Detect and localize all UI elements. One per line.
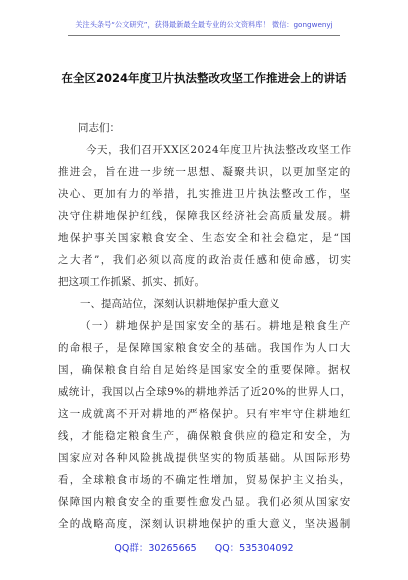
- paragraph-line: 决守住耕地保护红线，保障我区经济社会高质量发展。耕: [58, 210, 352, 222]
- footer-contact: [0, 540, 408, 554]
- paragraph-line: 的命根子，是保障国家粮食安全的基础。我国作为人口大: [58, 342, 352, 354]
- section-heading: 一、提高站位，深刻认识耕地保护重大意义: [80, 298, 280, 310]
- salutation: 同志们：: [78, 122, 120, 134]
- paragraph-line: 保障国内粮食安全的重要性愈发凸显。我们必须从国家安: [58, 496, 352, 508]
- top-banner: 关注头条号“公文研究”，获得最新最全最专业的公文资料库！ 微信：gongwenyj: [75, 20, 333, 29]
- paragraph-line: 今天，我们召开XX区2024年度卫片执法整改攻坚工作: [86, 144, 352, 156]
- qq-group-number: QQ群：30265665: [114, 543, 197, 554]
- paragraph-line: 威统计，我国以占全球9%的耕地养活了近20%的世界人口，: [58, 386, 352, 398]
- paragraph-line: （一）耕地保护是国家安全的基石。耕地是粮食生产: [80, 320, 352, 332]
- header-divider: [68, 35, 340, 36]
- paragraph-line: 这一成就离不开对耕地的严格保护。只有牢牢守住耕地红: [58, 408, 352, 420]
- paragraph-line: 之大者”，我们必须以高度的政治责任感和使命感，切实: [58, 254, 353, 266]
- qq-number: QQ：535304092: [214, 543, 294, 554]
- paragraph-line: 国，确保粮食自给自足始终是国家安全的重要保障。据权: [58, 364, 352, 376]
- paragraph-line: 线，才能稳定粮食生产，确保粮食供应的稳定和安全，为: [58, 430, 352, 442]
- paragraph-line: 推进会，旨在进一步统一思想、凝聚共识，以更加坚定的: [58, 166, 352, 178]
- paragraph-line: 国家应对各种风险挑战提供坚实的物质基础。从国际形势: [58, 452, 352, 464]
- paragraph-line: 全的战略高度，深刻认识耕地保护的重大意义，坚决遏制: [58, 518, 352, 530]
- paragraph-line: 看，全球粮食市场的不确定性增加，贸易保护主义抬头，: [58, 474, 352, 486]
- paragraph-line: 把这项工作抓紧、抓实、抓好。: [58, 276, 205, 288]
- paragraph-line: 决心、更加有力的举措，扎实推进卫片执法整改工作，坚: [58, 188, 352, 200]
- paragraph-line: 地保护事关国家粮食安全、生态安全和社会稳定，是“国: [58, 232, 353, 244]
- document-title: 在全区2024年度卫片执法整改攻坚工作推进会上的讲话: [61, 71, 347, 85]
